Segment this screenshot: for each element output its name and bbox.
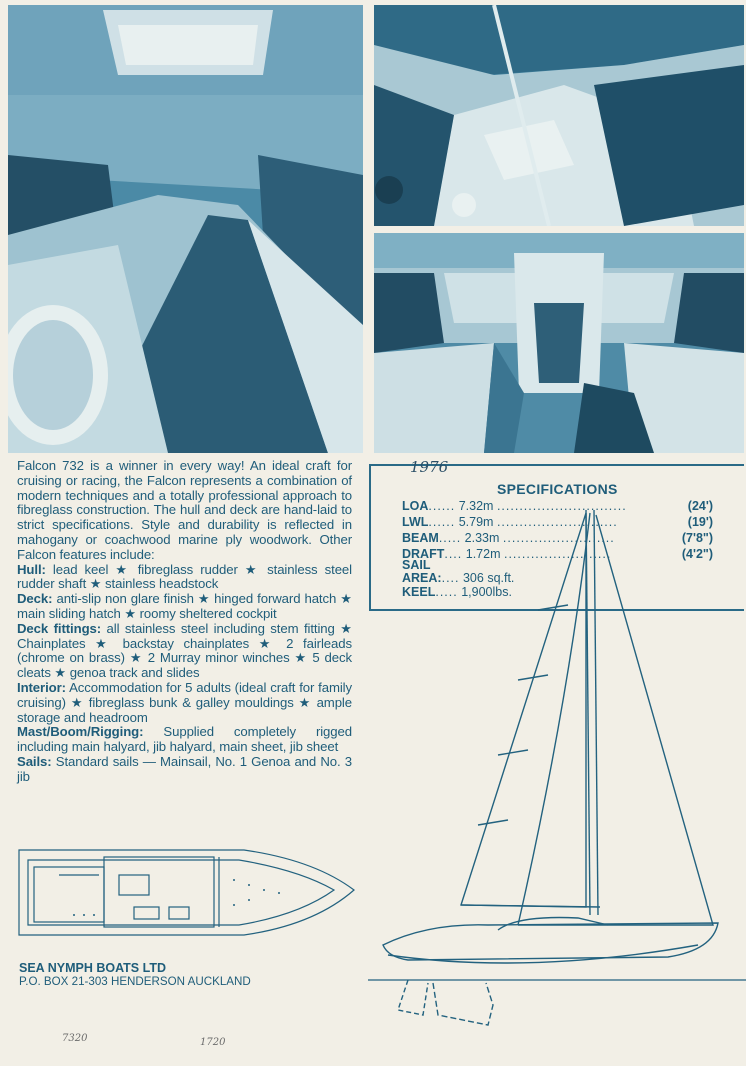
photo-interior-forward-cabin <box>8 5 363 453</box>
handwritten-year: 1976 <box>410 458 449 476</box>
mainsail-outline <box>458 513 586 907</box>
spec-fill: ............................. <box>496 499 627 513</box>
feature-hull <box>17 563 352 593</box>
spec-imperial: (24') <box>687 499 713 513</box>
company-name: SEA NYMPH BOATS LTD <box>19 961 166 975</box>
feature-text: lead keel ★ fibreglass rudder ★ stainless steel rudder shaft ★ stainless headstock <box>17 561 352 592</box>
spec-fill: ........................... <box>496 515 618 529</box>
feature-sails <box>17 755 352 785</box>
spec-dots: ..... <box>438 531 462 545</box>
photo-cockpit <box>374 5 744 226</box>
spec-dots: .... <box>441 571 460 585</box>
feature-label: Mast/Boom/Rigging: <box>17 724 144 740</box>
feature-rigging <box>17 725 352 755</box>
company-address: P.O. BOX 21-303 HENDERSON AUCKLAND <box>19 975 251 988</box>
spec-dots: ...... <box>428 515 456 529</box>
spec-label: SAIL <box>402 558 431 572</box>
feature-label: Sails: <box>17 753 52 769</box>
feature-text: Standard sails — Mainsail, No. 1 Genoa and No. 3 jib <box>17 753 352 784</box>
spec-dots: ..... <box>435 585 458 599</box>
intro-paragraph: Falcon 732 is a winner in every way! An ideal craft for cruising or racing, the Falcon represents a combination of modern techniques and a totally professional approach to fibreglass construction. The hull and deck are hand-laid to strict specifications. Style and durability is reflected in mahogany or coachwood marine ply woodwork. Other Falcon features include: <box>17 458 352 562</box>
feature-text: Accommodation for 5 adults (ideal craft for family cruising) ★ fibreglass bunk & galley mouldings ★ ample storage and headroom <box>17 679 352 725</box>
spec-metric: 1.72m <box>465 547 501 561</box>
feature-text: all stainless steel including stem fitting ★ Chainplates ★ backstay chainplates ★ 2 fairleads (chrome on brass) ★ 2 Murray minor winches ★ 5 deck cleats ★ genoa track and slides <box>17 620 352 681</box>
spec-imperial: (19') <box>687 515 713 529</box>
feature-interior <box>17 681 352 725</box>
spec-fill: ........................ <box>503 547 612 561</box>
spec-value: 306 sq.ft. <box>462 571 515 585</box>
feature-label: Deck fittings: <box>17 620 102 636</box>
feature-deck-fittings <box>17 622 352 681</box>
feature-label: Interior: <box>17 679 66 695</box>
specifications-title: SPECIFICATIONS <box>497 481 618 497</box>
spec-label: DRAFT <box>402 547 445 561</box>
spec-metric: 2.33m <box>464 531 500 545</box>
intro-text-block <box>17 459 352 785</box>
feature-text: Supplied completely rigged including main halyard, jib halyard, main sheet, jib sheet <box>17 724 352 755</box>
spec-value: 1,900lbs. <box>461 585 512 599</box>
feature-text: anti-slip non glare finish ★ hinged forward hatch ★ main sliding hatch ★ roomy sheltered cockpit <box>17 591 352 621</box>
deck-plan-drawing <box>14 835 359 950</box>
feature-label: Hull: <box>17 561 46 577</box>
spec-imperial: (4'2") <box>681 547 713 561</box>
feature-label: Deck: <box>17 591 53 607</box>
boom-line <box>461 905 600 907</box>
pencil-note: 1720 <box>200 1037 226 1048</box>
pencil-note: 7320 <box>62 1033 88 1044</box>
hull-outline <box>383 923 718 960</box>
spec-metric: 7.32m <box>458 499 494 513</box>
spec-metric: 5.79m <box>458 515 494 529</box>
genoa-outline <box>518 515 713 925</box>
spec-dots: ...... <box>428 499 456 513</box>
photo-main-cabin <box>374 233 744 453</box>
spec-dots: .... <box>444 547 463 561</box>
feature-deck <box>17 592 352 622</box>
spec-label: AREA: <box>402 571 442 585</box>
spec-imperial: (7'8") <box>681 531 713 545</box>
spec-label: LOA <box>402 499 429 513</box>
sail-plan-drawing <box>368 505 746 1050</box>
spec-label: LWL <box>402 515 429 529</box>
spec-label: KEEL <box>402 585 436 599</box>
spec-label: BEAM <box>402 531 439 545</box>
spec-fill: ......................... <box>502 531 615 545</box>
